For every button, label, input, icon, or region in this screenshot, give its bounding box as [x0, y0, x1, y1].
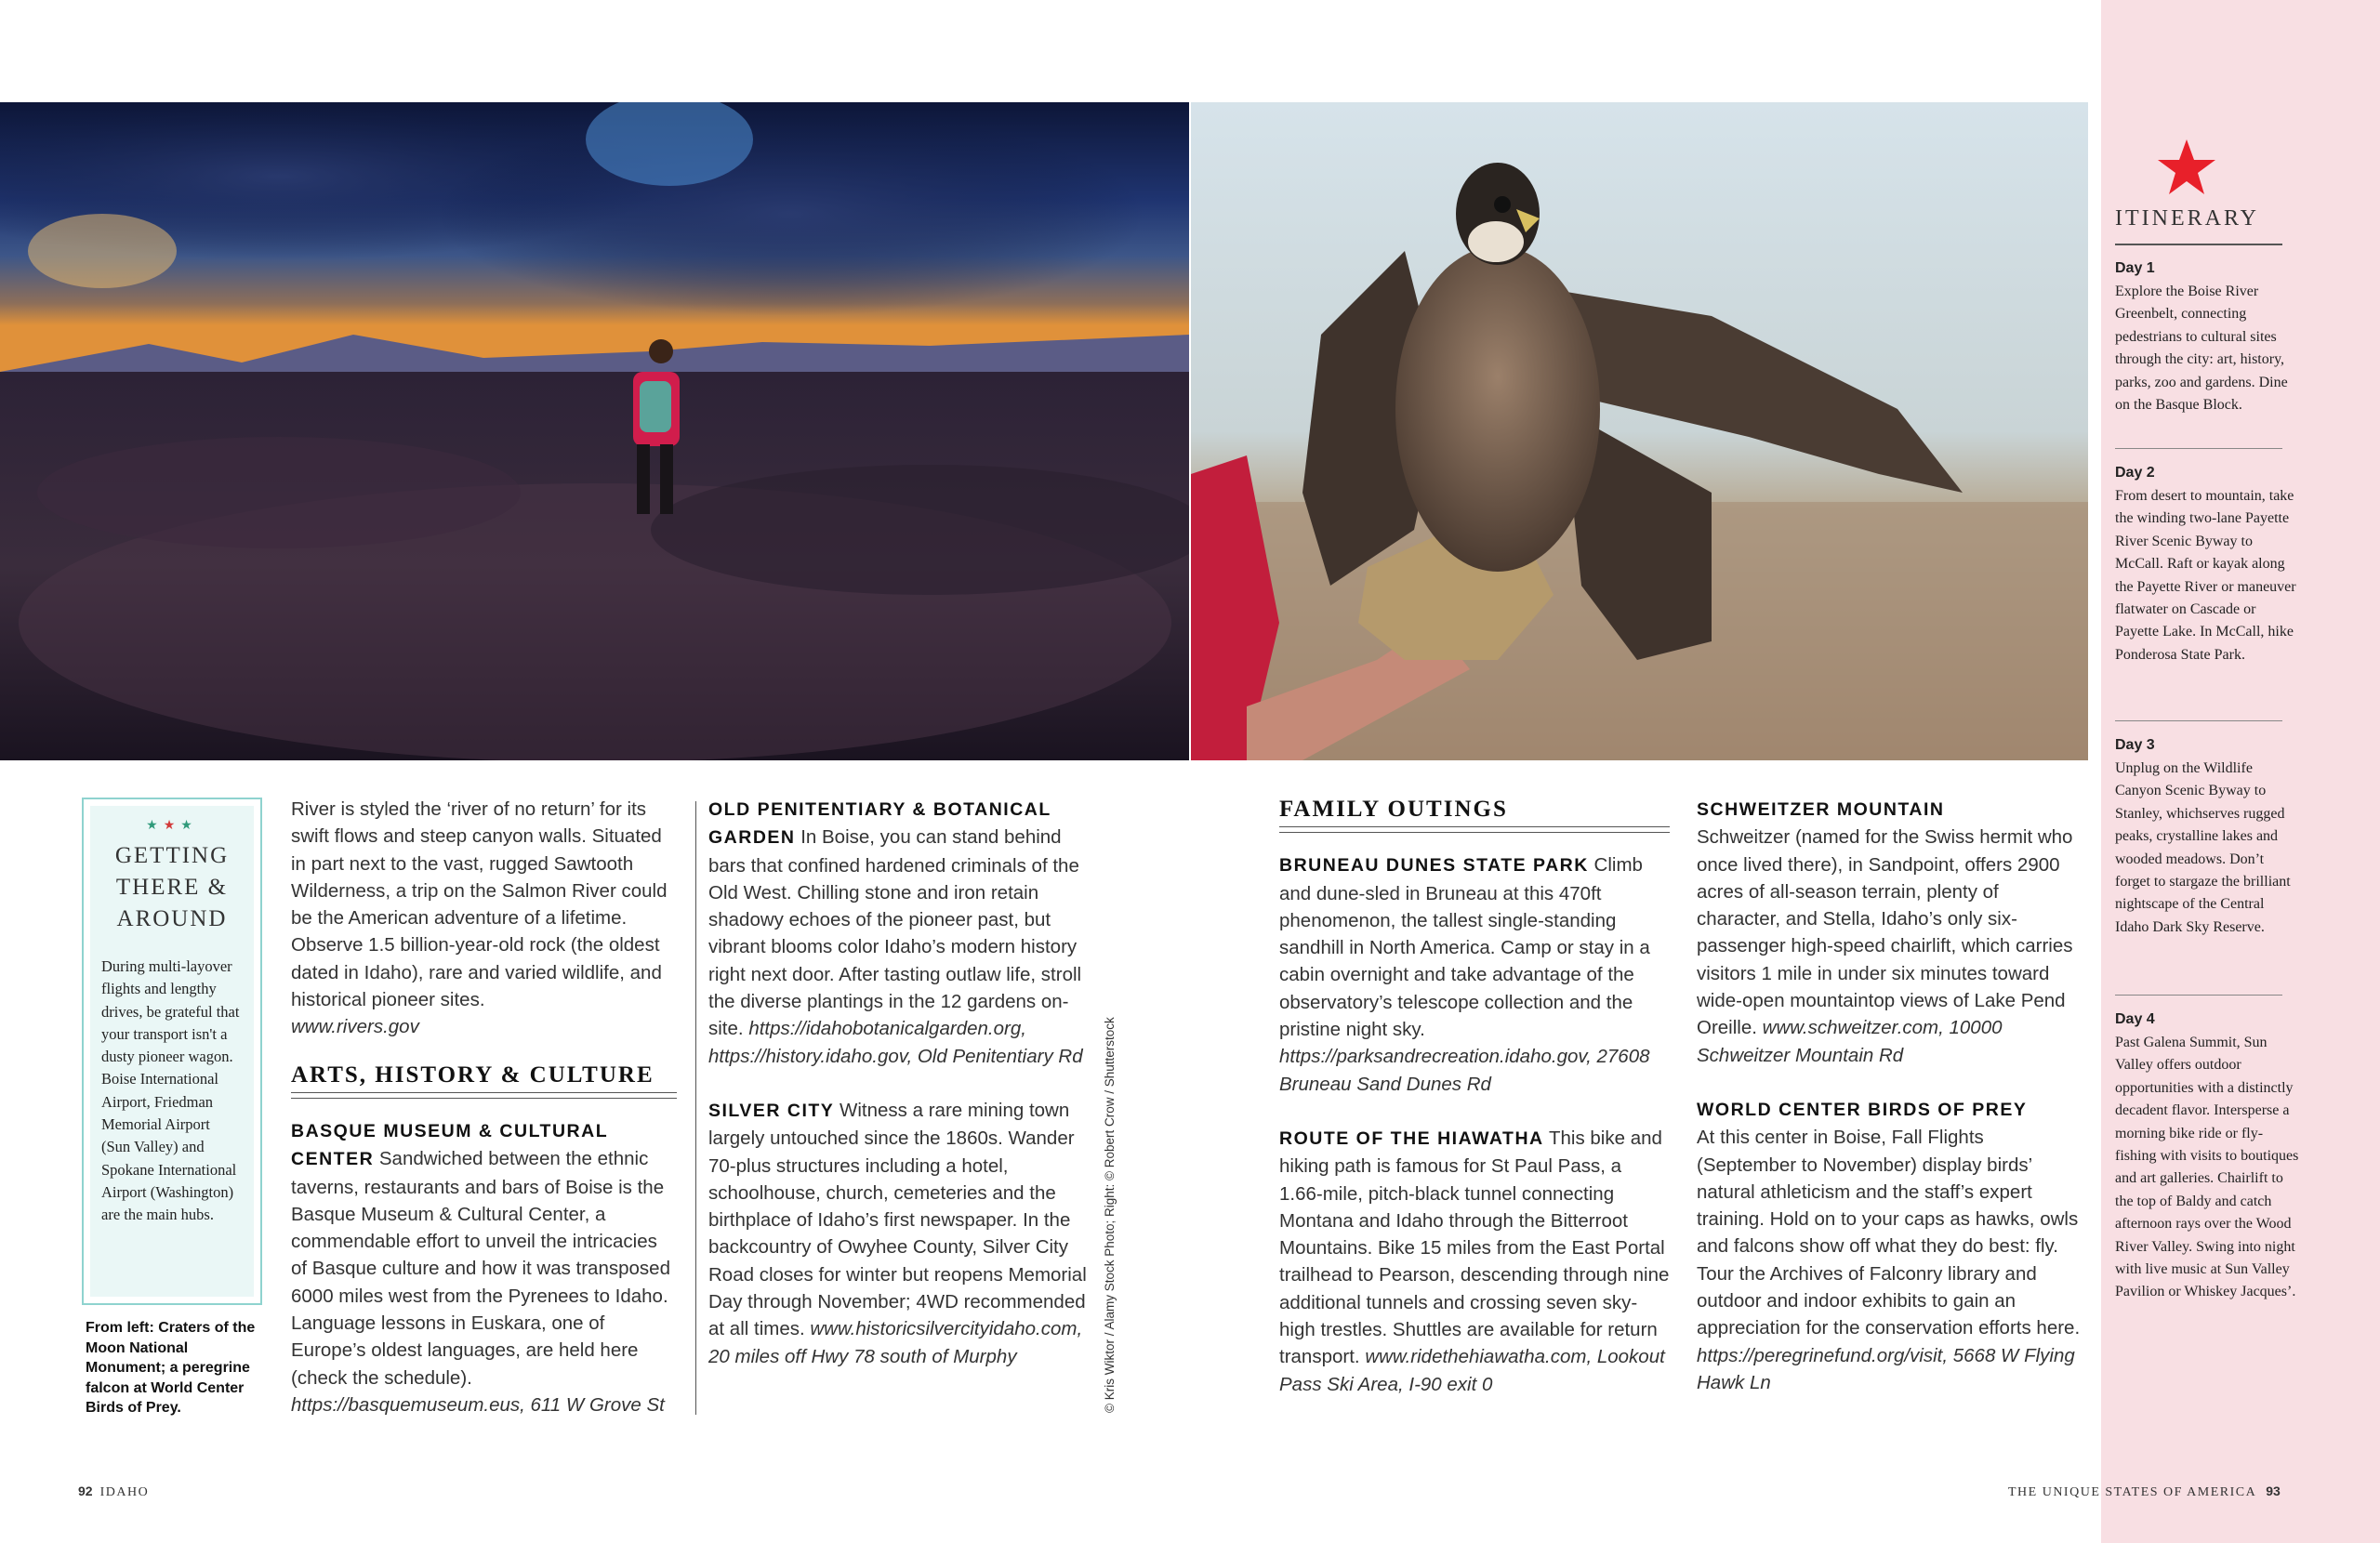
column-4: [1697, 796, 2087, 1396]
itinerary-day-text: Past Galena Summit, Sun Valley offers outdoor opportunities with a distinctly decadent flavor. Intersperse a morning bike ride or fly-fishing with visits to boutiques and art galleries. Chairlift to the top of Baldy and catch afternoon rays over the Wood River Valley. Swing into night with live music at Sun Valley Pavilion or Whiskey Jacques’.: [2115, 1035, 2299, 1300]
itinerary-title-rule: [2115, 244, 2282, 245]
family-outings-heading: FAMILY OUTINGS: [1279, 797, 1508, 822]
hiawatha-entry: [1279, 1125, 1670, 1398]
itinerary-day: [2115, 465, 2301, 666]
bruneau-dunes-entry: [1279, 851, 1670, 1098]
folio-right-label: THE UNIQUE STATES OF AMERICA: [2008, 1485, 2257, 1499]
bruneau-dunes-lead: BRUNEAU DUNES STATE PARK: [1279, 855, 1589, 877]
folio-left: [78, 1484, 149, 1500]
lava-field-hiker-photo: [0, 102, 1189, 760]
itinerary-day-rule: [2115, 448, 2282, 449]
getting-there-panel: [90, 806, 254, 1297]
heading-rule: [1279, 826, 1670, 833]
getting-there-box: [82, 798, 262, 1305]
schweitzer-lead: SCHWEITZER MOUNTAIN: [1697, 799, 1945, 820]
getting-there-title-line: AROUND: [116, 906, 228, 931]
basque-museum-text: Sandwiched between the ethnic taverns, restaurants and bars of Boise is the Basque Museum & Cultural Center, a commendable effort to unveil the intricacies of Basque culture and how it was transposed 6000 miles west from the Pyrenees to Idaho. Language lessons in Euskara, one of Europe’s oldest languages, are held here (check the schedule).: [291, 1148, 670, 1389]
hiawatha-url: www.ridethehiawatha.com, Lookout Pass Ski Area, I-90 exit 0: [1279, 1346, 1665, 1395]
bruneau-dunes-text: Climb and dune-sled in Bruneau at this 470ft phenomenon, the tallest single-standing sandhill in North America. Camp or stay in a cabin overnight and take advantage of the observatory’s telescope collection and the pristine night sky.: [1279, 854, 1650, 1041]
silver-city-lead: SILVER CITY: [708, 1100, 835, 1121]
itinerary-day-rule: [2115, 995, 2282, 996]
itinerary-title: ITINERARY: [2115, 206, 2259, 231]
itinerary-day: [2115, 1011, 2301, 1304]
birds-of-prey-lead: WORLD CENTER BIRDS OF PREY: [1697, 1099, 2028, 1120]
rivers-paragraph: [291, 796, 677, 1041]
getting-there-title-line: GETTING: [114, 843, 230, 868]
folio-right: [2008, 1484, 2281, 1500]
itinerary-day-rule: [2115, 720, 2282, 721]
schweitzer-entry: [1697, 796, 2087, 1069]
bruneau-dunes-url: https://parksandrecreation.idaho.gov, 27608 Bruneau Sand Dunes Rd: [1279, 1046, 1650, 1095]
arts-history-culture-heading: ARTS, HISTORY & CULTURE: [291, 1062, 654, 1088]
schweitzer-url: www.schweitzer.com, 10000 Schweitzer Mountain Rd: [1697, 1017, 2003, 1066]
peregrine-falcon-photo: [1191, 102, 2088, 760]
penitentiary-text: In Boise, you can stand behind bars that confined hardened criminals of the Old West. Chilling stone and iron retain shadowy echoes of the pioneer past, but vibrant blooms color Idaho’s modern history right next door. After tasting outlaw life, stroll the diverse plantings in the 12 gardens on-site.: [708, 826, 1082, 1040]
itinerary-day-text: Explore the Boise River Greenbelt, connecting pedestrians to cultural sites through the city: art, history, parks, zoo and gardens. Dine on the Basque Block.: [2115, 284, 2288, 414]
itinerary-day-text: Unplug on the Wildlife Canyon Scenic Byway to Stanley, whichserves rugged peaks, crystalline lakes and wooded meadows. Don’t forget to stargaze the brilliant nightscape of the Central Idaho Dark Sky Reserve.: [2115, 760, 2291, 935]
itinerary-day: [2115, 737, 2301, 939]
itinerary-day-label: Day 3: [2115, 737, 2155, 753]
heading-rule: [291, 1092, 677, 1099]
column-divider: [695, 801, 696, 1415]
birds-of-prey-text: At this center in Boise, Fall Flights (September to November) display birds’ natural athleticism and the staff’s expert training. Hold on to your caps as hawks, owls and falcons show off what they do best: fly. Tour the Archives of Falconry library and outdoor and indoor exhibits to gain an appreciation for the conservation efforts here.: [1697, 1127, 2081, 1339]
photo-credit-text: © Kris Wiktor / Alamy Stock Photo; Right: © Robert Crow / Shutterstock: [1103, 1017, 1117, 1413]
basque-museum-entry: [291, 1117, 677, 1418]
silver-city-url: www.historicsilvercityidaho.com, 20 miles off Hwy 78 south of Murphy: [708, 1318, 1083, 1367]
basque-museum-lead: BASQUE MUSEUM & CULTURAL CENTER: [291, 1120, 608, 1170]
itinerary-day-label: Day 1: [2115, 260, 2155, 276]
getting-there-title-line: THERE &: [115, 875, 229, 900]
itinerary-day-label: Day 2: [2115, 465, 2155, 481]
getting-there-title: [101, 840, 243, 935]
column-3: [1279, 796, 1670, 1398]
penitentiary-lead: OLD PENITENTIARY & BOTANICAL GARDEN: [708, 799, 1051, 849]
rivers-url: www.rivers.gov: [291, 1016, 419, 1038]
silver-city-entry: [708, 1097, 1099, 1370]
basque-museum-url: https://basquemuseum.eus, 611 W Grove St: [291, 1393, 665, 1416]
green-star-icon: ★: [180, 817, 198, 832]
birds-of-prey-url: https://peregrinefund.org/visit, 5668 W Flying Hawk Ln: [1697, 1344, 2075, 1393]
penitentiary-entry: [708, 796, 1099, 1070]
photo-caption: From left: Craters of the Moon National Monument; a peregrine falcon at World Center Birds of Prey.: [86, 1320, 256, 1416]
schweitzer-text: Schweitzer (named for the Swiss hermit who once lived there), in Sandpoint, offers 2900 acres of all-season terrain, plenty of character, and Stella, Idaho’s only six-passenger high-speed chairlift, which carries visitors 1 mile in under six minutes toward wide-open mountaintop views of Lake Pend Oreille.: [1697, 826, 2073, 1039]
column-2: [708, 796, 1099, 1370]
silver-city-text: Witness a rare mining town largely untouched since the 1860s. Wander 70-plus structures including a hotel, schoolhouse, church, cemeteries and the birthplace of Idaho’s first newspaper. In the backcountry of Owyhee County, Silver City Road closes for winter but reopens Memorial Day through November; 4WD recommended at all times.: [708, 1099, 1087, 1340]
rivers-text: River is styled the ‘river of no return’ for its swift flows and steep canyon walls. Situated in part next to the vast, rugged Sawtooth Wilderness, a trip on the Salmon River could be the American adventure of a lifetime. Observe 1.5 billion-year-old rock (the oldest dated in Idaho), rare and varied wildlife, and historical pioneer sites.: [291, 798, 668, 1011]
hiawatha-text: This bike and hiking path is famous for St Paul Pass, a 1.66-mile, pitch-black tunnel connecting Montana and Idaho through the Bitterroot Mountains. Bike 15 miles from the East Portal trailhead to Pearson, descending through nine additional tunnels and crossing seven sky-high trestles. Shuttles are available for return transport.: [1279, 1127, 1670, 1368]
itinerary-day-label: Day 4: [2115, 1011, 2155, 1027]
folio-left-label: IDAHO: [99, 1485, 150, 1499]
itinerary-day-text: From desert to mountain, take the winding two-lane Payette River Scenic Byway to McCall. Raft or kayak along the Payette River or maneuver flatwater on Cascade or Payette Lake. In McCall, hike Ponderosa State Park.: [2115, 488, 2296, 663]
birds-of-prey-entry: [1697, 1096, 2087, 1396]
itinerary-day: [2115, 260, 2301, 416]
getting-there-text: During multi-layover flights and lengthy drives, be grateful that your transport isn't a dusty pioneer wagon. Boise International Airport, Friedman Memorial Airport (Sun Valley) and Spokane International Airport (Washington) are the main hubs.: [101, 957, 240, 1224]
green-star-icon: ★: [146, 817, 164, 832]
page-number-left: 92: [78, 1484, 93, 1498]
red-star-icon: [2157, 138, 2216, 197]
penitentiary-url: https://idahobotanicalgarden.org, https://history.idaho.gov, Old Penitentiary Rd: [708, 1018, 1083, 1067]
red-star-icon: ★: [163, 817, 181, 832]
column-1: [291, 796, 677, 1418]
hiawatha-lead: ROUTE OF THE HIAWATHA: [1279, 1128, 1544, 1149]
getting-there-stars: [101, 817, 243, 833]
page-number-right: 93: [2266, 1484, 2281, 1498]
